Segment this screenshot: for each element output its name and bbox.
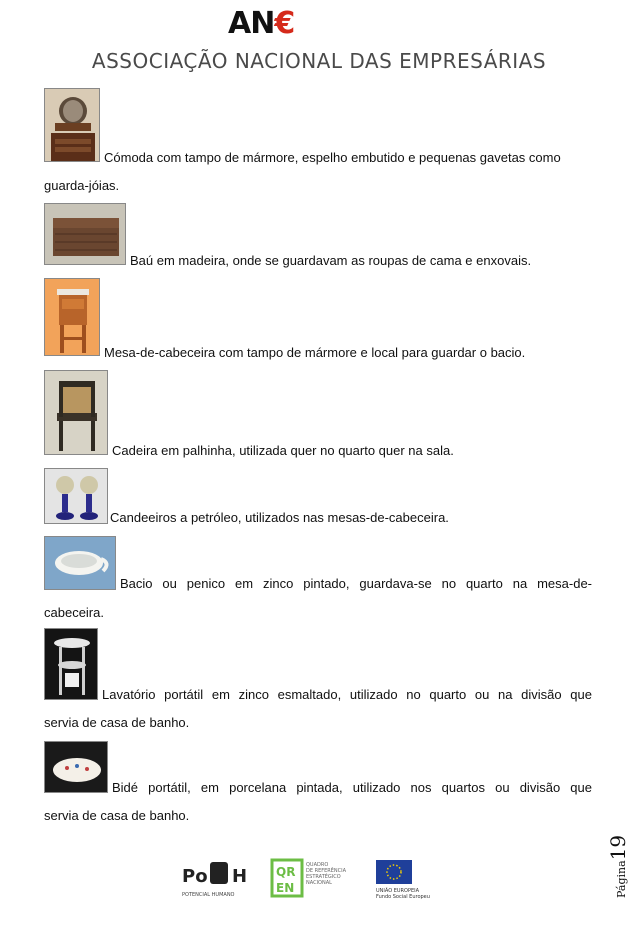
oil-lamps-photo	[44, 468, 108, 524]
eu-flag-logo	[376, 860, 430, 900]
item-5-line-1: Candeeiros a petróleo, utilizados nas mesas-de-cabeceira.	[110, 510, 449, 525]
bidet-photo	[44, 741, 108, 793]
item-2-line-1: Baú em madeira, onde se guardavam as roupas de cama e enxovais.	[130, 253, 532, 268]
svg-text:QR: QR	[276, 865, 296, 879]
poph-logo	[182, 862, 247, 898]
dresser-photo	[44, 88, 100, 162]
item-3-line-1: Mesa-de-cabeceira com tampo de mármore e local para guardar o bacio.	[104, 345, 526, 360]
svg-text:QUADRO: QUADRO	[306, 862, 329, 868]
item-8-line-2: servia de casa de banho.	[44, 808, 190, 823]
qren-logo	[272, 860, 347, 896]
page-number	[606, 834, 636, 898]
item-1-line-1: Cómoda com tampo de mármore, espelho embutido e pequenas gavetas como	[104, 150, 561, 165]
page-header	[0, 0, 638, 80]
svg-text:DE REFERÊNCIA: DE REFERÊNCIA	[306, 868, 347, 874]
svg-text:Fundo Social Europeu: Fundo Social Europeu	[376, 894, 430, 900]
svg-text:H: H	[232, 866, 248, 887]
svg-text:Po: Po	[182, 866, 208, 887]
svg-text:EN: EN	[276, 881, 295, 895]
page-number-value: 19	[606, 834, 630, 861]
svg-text:NACIONAL: NACIONAL	[306, 880, 332, 886]
washstand-photo	[44, 628, 98, 700]
chamber-pot-photo	[44, 536, 116, 590]
item-1-line-2: guarda-jóias.	[44, 178, 120, 193]
page-label: Página	[615, 860, 628, 898]
logo-text: AN€	[228, 6, 295, 41]
nightstand-photo	[44, 278, 100, 356]
poph-caption: POTENCIAL HUMANO	[182, 892, 235, 898]
item-6-line-2: cabeceira.	[44, 605, 104, 620]
svg-text:UNIÃO EUROPEIA: UNIÃO EUROPEIA	[376, 888, 420, 894]
logo-euro-mark: €	[274, 6, 295, 41]
footer-logos	[180, 856, 440, 906]
item-4-line-1: Cadeira em palhinha, utilizada quer no quarto quer na sala.	[112, 443, 454, 458]
organization-name: ASSOCIAÇÃO NACIONAL DAS EMPRESÁRIAS	[91, 49, 547, 73]
funding-logos	[180, 856, 440, 906]
svg-text:ESTRATÉGICO: ESTRATÉGICO	[306, 874, 341, 880]
item-8-line-1: Bidé portátil, em porcelana pintada, utilizado nos quartos ou divisão que	[112, 780, 592, 795]
chest-photo	[44, 203, 126, 265]
item-7-line-2: servia de casa de banho.	[44, 715, 190, 730]
item-6-line-1: Bacio ou penico em zinco pintado, guardava-se no quarto na mesa-de-	[120, 576, 592, 591]
ane-logo	[228, 6, 318, 40]
chair-photo	[44, 370, 108, 455]
item-7-line-1: Lavatório portátil em zinco esmaltado, utilizado no quarto ou na divisão que	[102, 687, 592, 702]
